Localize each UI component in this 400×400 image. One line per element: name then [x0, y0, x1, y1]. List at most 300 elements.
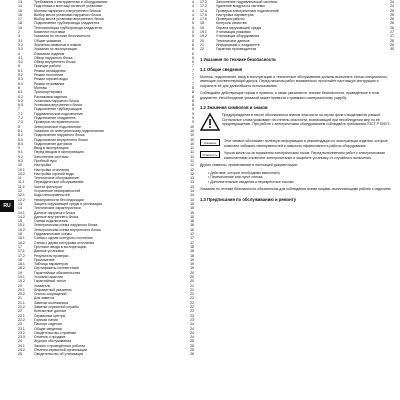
toc-entry-title: Информация о хладагенте	[216, 42, 260, 47]
toc-entry-title: Сертификаты соответствия	[34, 266, 79, 271]
toc-entry-title: Список сокращений	[34, 292, 67, 297]
toc-entry-title: Электрическое подключение	[34, 124, 81, 129]
toc-entry-title: Проверка на герметичность	[34, 120, 80, 125]
toc-entry-page: 10	[190, 133, 194, 138]
toc-entry-page: 12	[190, 171, 194, 176]
toc-entry-number: 22	[18, 309, 22, 314]
toc-entry-title: Принцип работы	[34, 64, 62, 69]
toc-entry-page: 4	[192, 8, 194, 13]
toc-entry-page: 11	[190, 158, 194, 163]
toc-entry-number: 24.1	[18, 343, 25, 348]
toc-entry-title: Указатель	[34, 283, 51, 288]
toc-entry-number: 17	[18, 244, 22, 249]
toc-entry-title: Гидравлические схемы	[34, 232, 72, 237]
bullet-item: • Действие, которое необходимо выполнить;	[208, 170, 281, 175]
toc-entry-number: 6	[18, 85, 20, 90]
toc-entry-page: 8	[192, 103, 194, 108]
toc-entry-page: 26	[390, 25, 394, 30]
toc-entry-number: 17.4	[200, 8, 207, 13]
toc-entry-number: 23.1	[18, 326, 25, 331]
bullet-item: • Дополнительные сведения и перекрёстные ссылки.	[208, 179, 295, 184]
toc-entry-title: Описание изделия	[34, 51, 65, 56]
toc-entry-page: 19	[190, 266, 194, 271]
toc-entry-number: 14.1	[18, 210, 25, 215]
toc-entry-title: Свидетельство об утилизации	[34, 352, 84, 357]
toc-entry-page: 13	[190, 176, 194, 181]
toc-entry-page: 9	[192, 107, 194, 112]
toc-entry-page: 8	[192, 85, 194, 90]
toc-entry-page: 20	[190, 275, 194, 279]
toc-entry-title: Выбор места установки внутреннего блока	[34, 17, 104, 22]
toc-entry-title: Результаты проверки	[34, 253, 69, 258]
toc-entry-number: 7	[18, 107, 20, 112]
toc-entry-number: 11.2	[18, 184, 25, 189]
toc-entry-number: 17.1	[18, 249, 25, 254]
toc-entry-number: 10.1	[18, 167, 25, 172]
paragraph: Соблюдайте действующие нормы и правила, а также указания по технике безопасности, приведённые в этом документе. Несоблюдение указаний может привести к травмам и материальному ущербу.	[200, 91, 380, 100]
toc-entry-number: 20	[200, 38, 204, 43]
toc-entry-title: Транспортировка	[34, 90, 63, 95]
toc-entry-number: 19.1	[18, 275, 25, 279]
toc-entry-title: Паспорт изделия	[34, 322, 62, 327]
toc-entry-title: Ввод в эксплуатацию	[34, 146, 69, 151]
toc-entry-number: 15	[18, 219, 22, 224]
toc-entry-number: 20	[18, 283, 22, 288]
toc-entry-number: 20.1	[18, 287, 25, 292]
toc-entry-title: Общие сведения	[34, 326, 62, 331]
toc-entry-title: Чистка фильтров	[34, 184, 62, 189]
toc-entry-number: 7.1	[18, 111, 23, 116]
toc-entry-title: Данные установки	[34, 249, 64, 254]
language-tab-label: RU	[3, 203, 11, 209]
toc-entry-number: 10.2	[18, 171, 25, 176]
toc-entry-number: 17.3	[200, 4, 207, 9]
toc-entry-number: 7.3	[18, 120, 23, 125]
toc-entry-number: 6.1	[18, 90, 23, 95]
toc-entry-number: 18	[18, 257, 22, 262]
toc-entry-number: 16.2	[18, 240, 25, 245]
toc-entry-title: Охрана окружающей среды	[216, 25, 262, 30]
toc-entry-page: 17	[190, 236, 194, 241]
toc-entry-page: 12	[190, 163, 194, 168]
toc-entry-page: 22	[190, 305, 194, 310]
toc-entry-title: Установка наружного блока	[34, 98, 79, 103]
toc-entry-page: 10	[190, 137, 194, 142]
toc-entry	[18, 352, 194, 356]
toc-entry-page: 17	[190, 240, 194, 245]
toc-entry-page: 19	[190, 262, 194, 267]
toc-entry-page: 23	[190, 309, 194, 314]
toc-entry-page: 25	[390, 8, 394, 13]
toc-entry-title: Заполнение гидравлической системы	[216, 0, 278, 4]
toc-entry-title: Контроль качества	[216, 21, 247, 26]
toc-entry-title: Протокол ввода в эксплуатацию	[34, 244, 87, 249]
toc-entry-page: 24	[190, 326, 194, 331]
danger-label-box	[200, 151, 220, 160]
toc-entry-title: Приложение	[34, 257, 55, 262]
toc-entry-number: 19.2	[18, 279, 25, 284]
toc-entry-page: 10	[190, 128, 194, 133]
toc-entry-page: 12	[190, 167, 194, 172]
toc-entry-number: 5.2	[18, 73, 23, 78]
toc-entry-number: 19	[18, 270, 22, 275]
bullet-list	[200, 171, 394, 185]
toc-entry-page: 27	[390, 30, 394, 35]
note-label-1: Указание	[200, 139, 220, 146]
danger-text: Угроза жизни из-за поражения электрическим током. Перед выполнением работ с электрическими компонентами отключите электропитание и защитите установку от случайного включения.	[224, 151, 385, 160]
toc-entry-number: 2	[18, 30, 20, 35]
toc-entry-title: Устранение неисправностей	[34, 189, 81, 194]
toc-entry-page: 25	[190, 343, 194, 348]
toc-entry-page: 16	[190, 223, 194, 228]
toc-entry-page: 15	[190, 206, 194, 211]
toc-entry-title: Подключение трубопровода хладагента	[34, 21, 100, 26]
toc-entry-title: Схемы подключения	[34, 219, 68, 224]
toc-entry-number: 11.1	[18, 180, 25, 185]
toc-entry-number: 23	[18, 322, 22, 327]
toc-entry-title: Заметки монтажника	[34, 300, 68, 305]
toc-entry-title: Обзор внутреннего блока	[34, 60, 76, 65]
toc-entry-number: 10	[18, 163, 22, 168]
toc-entry-page: 28	[390, 38, 394, 43]
toc-entry-title: Для заметок	[34, 296, 55, 301]
danger-block	[200, 151, 394, 160]
note-block	[200, 139, 394, 148]
toc-entry-title: Алфавитный указатель	[34, 287, 72, 292]
toc-entry-title: Утилизация упаковки	[216, 30, 251, 35]
toc-entry-number: 24	[18, 339, 22, 344]
toc-entry-number: 5.1	[18, 68, 23, 73]
paragraph: Монтаж, подключение, ввод в эксплуатацию и техническое обслуживание должны выполнять только специалисты, имеющие соответствующий допуск. Перед началом работ внимательно прочитайте настоящую инструкцию и сохраните её для дальнейшего использования.	[200, 74, 388, 88]
toc-entry-page: 13	[190, 180, 194, 185]
section-1-1-heading: 1.1 Общие сведения	[200, 66, 243, 72]
toc-entry-number: 21	[18, 296, 22, 301]
toc-entry-title: Теплоизоляция трубопровода хладагента	[34, 25, 102, 30]
toc-entry-page: 29	[390, 42, 394, 47]
toc-entry-number: 22.1	[18, 313, 25, 318]
toc-entry-title: Режим отопления	[34, 73, 63, 78]
toc-entry-page: 7	[192, 64, 194, 69]
toc-entry-number: 6.3	[18, 98, 23, 103]
toc-entry-number: 12.2	[18, 197, 25, 202]
toc-entry-page: 4	[192, 4, 194, 9]
toc-entry-page: 5	[192, 38, 194, 43]
warning-block	[200, 113, 394, 136]
toc-entry-number: 3.2	[18, 42, 23, 47]
toc-entry-page: 15	[190, 214, 194, 219]
toc-entry-title: Указания по электрическому подключению	[34, 128, 104, 133]
toc-entry-number: 18.2	[18, 266, 25, 271]
toc-entry-number: 9.2	[18, 154, 23, 159]
toc-entry-page: 6	[192, 55, 194, 60]
toc-entry-page: 26	[190, 352, 194, 357]
toc-entry-title: Электрическая схема внутреннего блока	[34, 227, 101, 232]
toc-entry-title: Заполнение системы	[34, 154, 69, 159]
paragraph: Другие символы, применяемые в настоящей документации:	[200, 163, 298, 168]
content-right-column	[200, 0, 394, 400]
toc-entry-title: Установка внутреннего блока	[34, 103, 82, 108]
toc-entry-page: 21	[190, 287, 194, 292]
toc-entry-title: Подключение трубопроводов	[34, 107, 82, 112]
toc-entry-page: 24	[190, 330, 194, 335]
note-text: Этот символ обозначает полезную информацию и рекомендации по эксплуатации изделия, которые помогают избежать неисправностей и повысить эффективность работы оборудования.	[224, 139, 388, 148]
toc-entry-number: 22	[200, 47, 204, 52]
toc-entry-title: Настройки горячей воды	[34, 171, 75, 176]
toc-entry-number: 20.2	[18, 292, 25, 297]
toc-entry-page: 18	[190, 249, 194, 254]
toc-entry-number: 13	[18, 201, 22, 206]
toc-entry-number: 17.5	[200, 12, 207, 17]
toc-entry-number: 6.4	[18, 103, 23, 108]
toc-entry-number: 23.3	[18, 335, 25, 340]
toc-entry-page: 17	[190, 232, 194, 237]
section-1-2-heading: 1.2 Значения символов и знаков	[200, 105, 268, 111]
toc-entry-title: Данные наружного блока	[34, 210, 75, 215]
toc-entry-number: 9.1	[18, 150, 23, 155]
toc-entry-page: 4	[192, 0, 194, 4]
toc-entry-page: 26	[390, 17, 394, 22]
toc-entry-number: 12	[18, 189, 22, 194]
toc-entry-page: 9	[192, 120, 194, 125]
toc-entry-number: 18.1	[18, 262, 25, 267]
bullet-item: • Перечисление или пункт списка;	[208, 175, 264, 180]
toc-entry-title: Настройки	[34, 163, 52, 168]
toc-entry-number: 18	[18, 21, 22, 26]
toc-entry-page: 5	[192, 25, 194, 30]
toc-entry-page: 8	[192, 90, 194, 95]
toc-entry-number: 9	[18, 146, 20, 151]
toc-entry-title: Схема с двумя контурами отопления	[34, 240, 95, 245]
toc-entry-number: 21	[200, 42, 204, 47]
toc-entry-number: 21.2	[18, 305, 25, 310]
toc-entry-number: 17.6	[200, 17, 207, 22]
toc-entry-page: 13	[190, 184, 194, 189]
toc-entry-title: Обзор наружного блока	[34, 55, 73, 60]
toc-entry-number: 17	[18, 17, 22, 22]
toc-entry-page: 16	[190, 219, 194, 224]
toc-entry-page: 9	[192, 116, 194, 121]
toc-entry-number: 15	[18, 8, 22, 13]
toc-entry-page: 22	[190, 296, 194, 301]
toc-entry-number: 7.2	[18, 116, 23, 121]
toc-entry-number: 4.1	[18, 55, 23, 60]
toc-entry-title: Электрическая схема наружного блока	[34, 223, 98, 228]
toc-entry-title: Режим оттаивания	[34, 81, 65, 86]
toc-entry-page: 26	[390, 21, 394, 26]
toc-entry-title: Проверка работы	[216, 17, 245, 22]
toc-entry-page: 6	[192, 47, 194, 52]
toc-entry-page: 25	[190, 348, 194, 353]
toc-entry-page: 16	[190, 227, 194, 232]
toc-entry-page: 6	[192, 60, 194, 65]
toc-entry-page: 10	[190, 124, 194, 129]
toc-entry-page: 4	[192, 17, 194, 22]
toc-entry-title: Журнал обслуживания	[34, 339, 72, 344]
toc-entry-number: 16.1	[18, 236, 25, 241]
toc-entry-number: 19.2	[200, 34, 207, 39]
toc-entry-page: 10	[190, 141, 194, 146]
toc-entry-page: 15	[190, 201, 194, 206]
toc-entry-title: Настройка параметров	[216, 12, 254, 17]
toc-entry-title: Монтаж	[34, 85, 47, 90]
toc-entry-title: Коды неисправностей	[34, 193, 70, 198]
toc-entry-page: 18	[190, 253, 194, 258]
paragraph: Указания по технике безопасности обязательны для соблюдения всеми лицами, выполняющими работы с изделием.	[200, 187, 392, 192]
toc-entry-page: 20	[190, 279, 194, 284]
toc-entry-title: Неисправности без индикации	[34, 197, 84, 202]
toc-entry-title: Распаковка изделия	[34, 94, 67, 99]
toc-entry-title: Перед вводом в эксплуатацию	[34, 150, 84, 155]
toc-entry-number: 6.2	[18, 94, 23, 99]
toc-entry-page: 21	[190, 292, 194, 297]
toc-entry-number: 17.2	[18, 253, 25, 258]
note-label-2: Опасность	[200, 151, 220, 158]
toc-entry-page: 21	[190, 283, 194, 288]
toc-entry-title: Гидравлическое подключение	[34, 111, 83, 116]
toc-entry-title: Гарантийный талон	[34, 279, 66, 284]
toc-entry-number: 3.1	[18, 38, 23, 43]
toc-entry-number: 8.3	[18, 137, 23, 142]
toc-entry-page: 23	[190, 317, 194, 322]
toc-entry-title: Гарантия производителя	[216, 47, 257, 52]
toc-entry-page: 9	[192, 111, 194, 116]
toc-entry-page: 24	[190, 335, 194, 340]
toc-entry-number: 5.3	[18, 77, 23, 82]
toc-entry-title: Утилизация оборудования	[216, 34, 260, 39]
toc-entry-title: Удаление воздуха из системы	[216, 4, 265, 9]
toc-entry-number: 5.4	[18, 81, 23, 86]
toc-entry-number: 8	[18, 124, 20, 129]
toc-entry-number: 14	[18, 4, 22, 9]
toc-entry-page: 23	[190, 313, 194, 318]
toc-entry-page: 19	[190, 257, 194, 262]
toc-entry-number: 9.3	[18, 158, 23, 163]
toc-entry-title: Техническое обслуживание	[34, 176, 79, 181]
toc-entry-page: 11	[190, 150, 194, 155]
toc-entry-page: 30	[390, 47, 394, 52]
toc-entry-title: Общие указания	[34, 38, 62, 43]
toc-entry-page: 8	[192, 94, 194, 99]
toc-entry-number: 4.2	[18, 60, 23, 65]
toc-entry-number: 18	[200, 21, 204, 26]
toc-entry-number: 23.2	[18, 330, 25, 335]
toc-entry-title: Периодическое обслуживание	[34, 180, 84, 185]
toc-entry-number: 16	[18, 232, 22, 237]
toc-entry-number: 15.2	[18, 227, 25, 232]
toc-entry-page: 5	[192, 21, 194, 26]
toc-entry-title: Сервисные центры	[34, 313, 66, 318]
toc-entry-page: 11	[190, 146, 194, 151]
toc-entry-page: 7	[192, 77, 194, 82]
warning-text: Предупреждения в тексте обозначаются знаком опасности на сером фоне и выделяются рамкой. Сигнальные слова указывают на степень опасности, возникающей при несоблюдении мер по её предотвращению. При работе с электрическим оборудованием соблюдайте требования ГОСТ Р 50571.	[222, 113, 391, 127]
toc-entry-title: Проверка электрических подключений	[216, 8, 279, 13]
toc-entry-title: Записи о проведённых работах	[34, 343, 86, 348]
toc-entry-title: Значения символов и знаков	[34, 42, 81, 47]
toc-entry-page: 5	[192, 30, 194, 35]
toc-entry-title: Подключение датчиков	[34, 141, 72, 146]
toc-entry-title: Технические характеристики	[34, 206, 81, 211]
toc-entry-page: 14	[190, 193, 194, 198]
toc-entry-title: Контактные данные	[34, 309, 67, 314]
toc-entry-title: Защита окружающей среды и утилизация	[34, 201, 102, 206]
toc-entry-title: Монтаж наружного и внутреннего блоков	[34, 8, 101, 13]
toc-entry-title: Горячая линия	[34, 317, 58, 322]
toc-entry-page: 7	[192, 81, 194, 86]
toc-entry-title: Таблица параметров	[34, 262, 69, 267]
toc-entry-number: 8.2	[18, 133, 23, 138]
toc-entry-title: Отметки сервисной организации	[34, 348, 88, 353]
toc-entry-number: 14	[18, 206, 22, 211]
toc-entry-number: 17.2	[200, 0, 207, 4]
toc-entry-number: 13	[18, 0, 22, 4]
toc-entry-number: 3	[18, 34, 20, 39]
toc-entry-page: 22	[190, 300, 194, 305]
toc-entry-title: Требования к инструментам и оборудованию	[34, 0, 108, 4]
toc-entry-title: Технические данные	[216, 38, 250, 43]
toc-entry-page: 11	[190, 154, 194, 159]
language-tab	[0, 200, 14, 212]
toc-entry-page: 7	[192, 68, 194, 73]
toc-entry-page: 8	[192, 98, 194, 103]
toc-entry-page: 20	[190, 270, 194, 275]
toc-entry-number: 11	[18, 176, 22, 181]
toc-entry-title: Условия гарантии	[34, 275, 63, 279]
toc-entry-number: 8.4	[18, 141, 23, 146]
toc-entry-title: Пробный пуск	[34, 158, 57, 163]
toc-entry-title: Указания по эксплуатации	[34, 47, 77, 52]
toc-entry-page: 14	[190, 197, 194, 202]
warning-triangle-icon	[200, 113, 222, 136]
note-label-box	[200, 139, 220, 148]
toc-entry-page: 24	[390, 0, 394, 4]
toc-entry-page: 6	[192, 42, 194, 47]
toc-entry-number: 5	[18, 64, 20, 69]
toc-entry-number: 8.1	[18, 128, 23, 133]
toc-entry-page: 25	[190, 339, 194, 344]
section-1-3-heading: 1.3 Предписания по обслуживанию и ремонту	[200, 196, 297, 202]
toc-entry-page: 24	[190, 322, 194, 327]
toc-entry-title: Данные внутреннего блока	[34, 214, 79, 219]
toc-entry-title: Схема с одним контуром отопления	[34, 236, 93, 241]
toc-entry-number: 22.2	[18, 317, 25, 322]
toc-entry-page: 27	[390, 34, 394, 39]
toc-entry-number: 21.1	[18, 300, 25, 305]
toc-entry-page: 24	[390, 4, 394, 9]
toc-entry-page: 4	[192, 12, 194, 17]
toc-left-column	[18, 0, 194, 400]
toc-entry-title: Подключение хладагента	[34, 116, 76, 121]
toc-entry-number: 24.2	[18, 348, 25, 353]
toc-entry-number: 14.2	[18, 214, 25, 219]
toc-entry-number: 19	[18, 25, 22, 30]
toc-entry-title: Отметка о продаже	[34, 335, 66, 340]
toc-entry-number: 25	[18, 352, 22, 357]
toc-entry-number: 19.1	[200, 30, 207, 35]
toc-entry-number: 19	[200, 25, 204, 30]
section-1-heading: 1 Указания по технике безопасности	[200, 56, 276, 62]
toc-entry-title: Заметки сервисной службы	[34, 305, 79, 310]
toc-entry-title: Комплект поставки	[34, 30, 65, 35]
toc-entry-title: Свидетельство о приёмке	[34, 330, 77, 335]
toc-entry-page: 14	[190, 189, 194, 194]
toc-entry-page: 6	[192, 51, 194, 56]
toc-entry-number: 3.3	[18, 47, 23, 52]
toc-entry-title: Указания по технике безопасности	[34, 34, 91, 39]
toc-entry-number: 16	[18, 12, 22, 17]
toc-entry-title: Настройки отопления	[34, 167, 70, 172]
toc-right-list	[200, 0, 394, 52]
toc-entry-title: Подготовка к монтажу на месте установки	[34, 4, 103, 9]
